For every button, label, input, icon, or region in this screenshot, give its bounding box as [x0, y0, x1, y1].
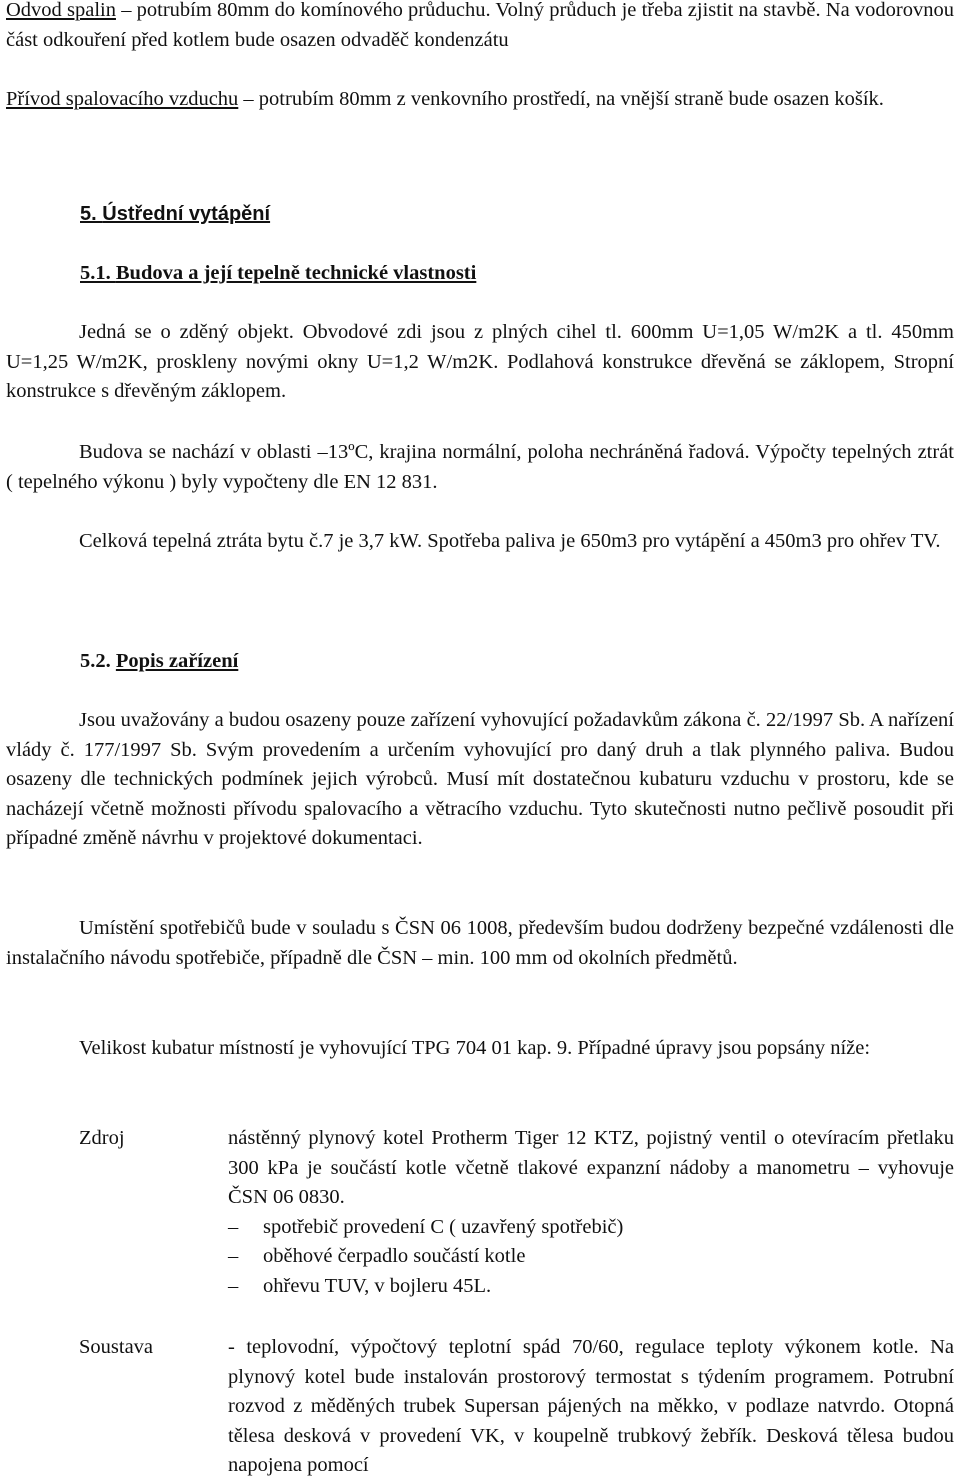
section-5-2-title: Popis zařízení	[115, 650, 239, 672]
section-5-heading	[80, 200, 960, 230]
section-5-2-number: 5.2.	[80, 650, 116, 672]
list-dash: –	[228, 1274, 239, 1297]
flue-paragraph	[6, 0, 954, 55]
climate-paragraph: Budova se nachází v oblasti –13ºC, krajina normální, poloha nechráněná řadová. Výpočty tepelných ztrát ( tepelného výkonu ) byly vypočteny dle EN 12 831.	[6, 441, 954, 493]
list-item-text: oběhové čerpadlo součástí kotle	[263, 1245, 526, 1267]
air-intake-label: Přívod spalovacího vzduchu	[6, 88, 239, 110]
section-5-1-title: Budova a její tepelně technické vlastnosti	[115, 262, 477, 284]
flue-text: – potrubím 80mm do komínového průduchu. Volný průduch je třeba zjistit na stavbě. Na vodorovnou část odkouření před kotlem bude osazen odvaděč kondenzátu	[6, 0, 954, 51]
zdroj-text: nástěnný plynový kotel Protherm Tiger 12 KTZ, pojistný ventil o otevíracím přetlaku 300 kPa je součástí kotle včetně tlakové expanzní nádoby a manometru – vyhovuje ČSN 06 0830.	[228, 1127, 954, 1208]
flue-label: Odvod spalin	[6, 0, 116, 21]
air-intake-text: – potrubím 80mm z venkovního prostředí, na vnější straně bude osazen košík.	[238, 88, 884, 110]
list-dash: –	[228, 1215, 239, 1238]
equipment-requirements-paragraph: Jsou uvažovány a budou osazeny pouze zařízení vyhovující požadavkům zákona č. 22/1997 Sb. A nařízení vlády č. 177/1997 Sb. Svým provedením a určením vyhovující pro daný druh a tlak plynného paliva. Budou osazeny dle technických podmínek jejich výrobců. Musí mít dostatečnou kubaturu vzduchu v prostoru, kde se nacházejí včetně možnosti přívodu spalovacího a větracího vzduchu. Tyto skutečnosti nutno pečlivě posoudit při případné změně návrhu v projektové dokumentaci.	[6, 709, 954, 849]
zdroj-list-item	[228, 1242, 954, 1272]
room-volume-paragraph: Velikost kubatur místností je vyhovující TPG 704 01 kap. 9. Případné úpravy jsou popsány níže:	[79, 1037, 871, 1059]
heat-loss-paragraph: Celková tepelná ztráta bytu č.7 je 3,7 kW. Spotřeba paliva je 650m3 pro vytápění a 450m3 pro ohřev TV.	[79, 530, 941, 552]
section-5-title: Ústřední vytápění	[102, 203, 271, 225]
soustava-label: Soustava	[79, 1336, 154, 1358]
list-dash: –	[228, 1245, 239, 1267]
zdroj-label: Zdroj	[79, 1127, 125, 1149]
building-description-paragraph: Jedná se o zděný objekt. Obvodové zdi jsou z plných cihel tl. 600mm U=1,05 W/m2K a tl. 450mm U=1,25 W/m2K, proskleny novými okny U=1,2 W/m2K. Podlahová konstrukce dřevěná se záklopem, Stropní konstrukce s dřevěným záklopem.	[6, 321, 954, 402]
section-5-1-heading	[80, 259, 960, 289]
zdroj-list-item	[228, 1272, 954, 1302]
list-item-text: ohřevu TUV, v bojleru 45L.	[263, 1274, 492, 1297]
section-5-2-heading	[80, 647, 960, 677]
air-intake-paragraph	[6, 85, 954, 115]
section-5-1-number: 5.1.	[80, 262, 116, 284]
section-5-number: 5.	[80, 203, 103, 225]
placement-paragraph: Umístění spotřebičů bude v souladu s ČSN 06 1008, především budou dodrženy bezpečné vzdálenosti dle instalačního návodu spotřebiče, případně dle ČSN – min. 100 mm od okolních předmětů.	[6, 917, 954, 969]
zdroj-description	[228, 1124, 954, 1301]
zdroj-list-item	[228, 1213, 954, 1243]
soustava-description: - teplovodní, výpočtový teplotní spád 70/60, regulace teploty výkonem kotle. Na plynový kotel bude instalován prostorový termostat s týdením programem. Potrubní rozvod z měděných trubek Supersan pájených na měkko, v podlaze natvrdo. Otopná tělesa desková v provedení VK, v koupelně trubkový žebřík. Desková tělesa budou napojena pomocí	[228, 1336, 954, 1476]
list-item-text: spotřebič provedení C ( uzavřený spotřebič)	[263, 1215, 624, 1238]
